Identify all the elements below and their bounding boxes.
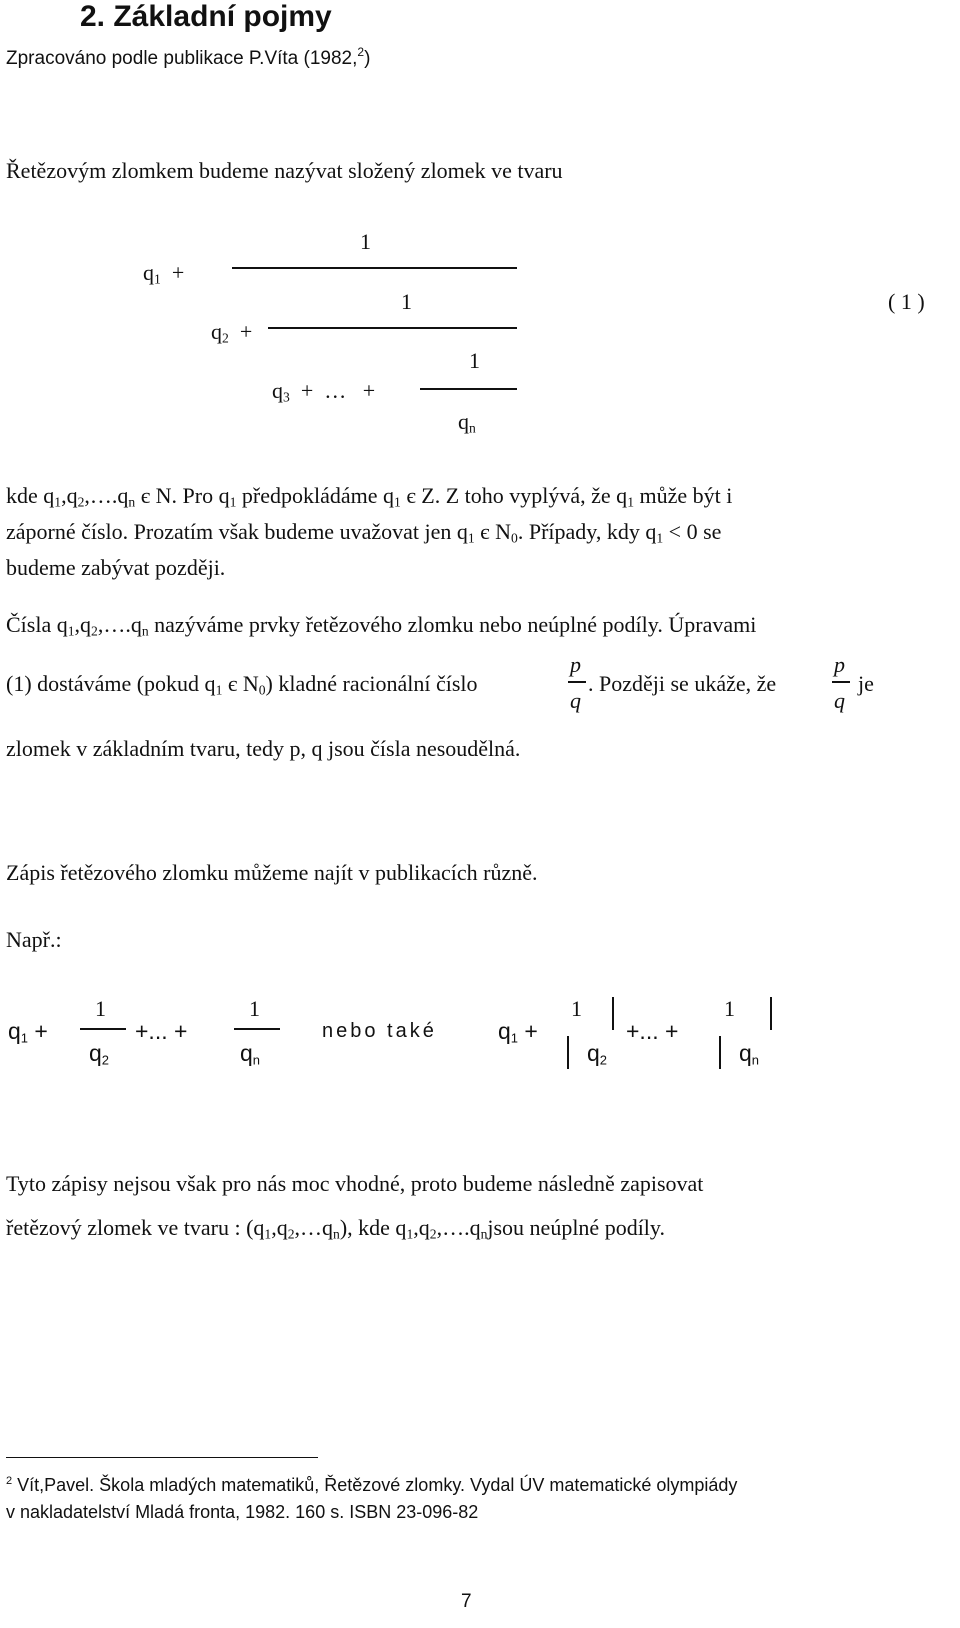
elements-line-2-end: je (858, 671, 874, 696)
example-label: Např.: (6, 927, 62, 952)
elements-line-1: Čísla $q_1,q_2,\dots.q_n$ nazýváme prvky řetězového zlomku nebo neúplné podíly. Úpravami (6, 612, 757, 639)
notation-frac2-num: 1 (249, 996, 260, 1021)
footnote-line-2: v nakladatelství Mladá fronta, 1982. 160 s. ISBN 23-096-82 (6, 1502, 479, 1522)
conclusion-line-1: Tyto zápisy nejsou však pro nás moc vhodné, proto budeme následně zapisovat (6, 1171, 704, 1196)
notation-frac2-bar (234, 1028, 280, 1030)
fraction-bar (568, 681, 586, 683)
notation-intro: Zápis řetězového zlomku můžeme najít v publikacích různě. (6, 860, 538, 885)
notation2-frac2-left-bar (719, 1036, 721, 1069)
footnote-mark: 2 (6, 1475, 13, 1487)
formula-fraction-bar-3 (420, 388, 517, 390)
notation-frac1-den: $q_2$ (89, 1040, 110, 1068)
notation-frac1-bar (80, 1028, 126, 1030)
footnote (6, 1472, 737, 1526)
footnote-separator (6, 1457, 318, 1458)
notation2-frac1-left-bar (567, 1036, 569, 1069)
notation-q1-term: $q_1$ + (8, 1018, 48, 1046)
fraction-numerator: p (570, 652, 581, 677)
formula-equation-number: ( 1 ) (888, 289, 925, 314)
footnote-ref: 2 (357, 45, 365, 59)
elements-line-2-continued: . Později se ukáže, že (588, 671, 777, 696)
formula-num-3: 1 (469, 348, 480, 373)
page-number: 7 (461, 1591, 472, 1612)
conclusion-line-2: řetězový zlomek ve tvaru : $(q_1,q_2,\dots q_n)$, kde $q_1,q_2,\dots.q_njsou$ neúplné podíly. (6, 1215, 665, 1242)
source-note-text: Zpracováno podle publikace P.Víta (1982, (6, 48, 358, 69)
fraction-numerator: p (834, 652, 845, 677)
source-note (6, 45, 371, 70)
footnote-line-1: $^2$ Vít,Pavel. Škola mladých matematiků, Řetězové zlomky. Vydal ÚV matematické olympiády (6, 1475, 738, 1495)
notation2-frac1-den: $q_2$ (587, 1040, 608, 1068)
notation-frac2-den: $q_n$ (240, 1040, 261, 1068)
notation2-frac1-num: 1 (571, 996, 582, 1021)
notation-frac1-num: 1 (95, 996, 106, 1021)
formula-fraction-bar-2 (268, 327, 517, 329)
notation2-frac2-right-bar (770, 997, 772, 1030)
formula-term-q2: $q_2$ + (211, 319, 253, 346)
formula-num-2: 1 (401, 289, 412, 314)
definition-line-1: kde $q_1,q_2,\dots.q_n$ є N. Pro $q_1$ předpokládáme $q_1$ є Z. Z toho vyplývá, že $q_1$ může být i (6, 483, 733, 510)
elements-line-2: (1) dostáváme (pokud $q_1$ є $N_0$) kladné racionální číslo (6, 671, 478, 698)
notation-or-text: nebo také (322, 1020, 437, 1042)
notation2-frac2-den: $q_n$ (739, 1040, 760, 1068)
elements-line-3: zlomek v základním tvaru, tedy p, q jsou čísla nesoudělná. (6, 736, 521, 761)
notation2-dots: +... + (626, 1018, 679, 1044)
notation2-q1-term: $q_1$ + (498, 1018, 538, 1046)
notation2-frac1-right-bar (612, 997, 614, 1030)
source-note-close: ) (364, 48, 371, 69)
formula-term-q3: $q_3$ + … + (272, 378, 376, 405)
notation2-frac2-num: 1 (724, 996, 735, 1021)
fraction-denominator: q (834, 688, 845, 713)
page-title: 2. Základní pojmy (80, 0, 332, 33)
definition-line-3: budeme zabývat později. (6, 555, 226, 580)
formula-fraction-bar-1 (232, 267, 517, 269)
notation-dots: +... + (135, 1018, 188, 1044)
fraction-denominator: q (570, 688, 581, 713)
definition-line-2: záporné číslo. Prozatím však budeme uvažovat jen $q_1$ є $N_0$. Případy, kdy $q_1 < 0$ se (6, 519, 722, 546)
formula-num-1: 1 (360, 229, 371, 254)
formula-term-qn: $q_n$ (458, 409, 476, 436)
intro-text: Řetězovým zlomkem budeme nazývat složený zlomek ve tvaru (6, 158, 563, 183)
formula-term-q1: $q_1$ + (143, 260, 185, 287)
fraction-bar (832, 681, 850, 683)
